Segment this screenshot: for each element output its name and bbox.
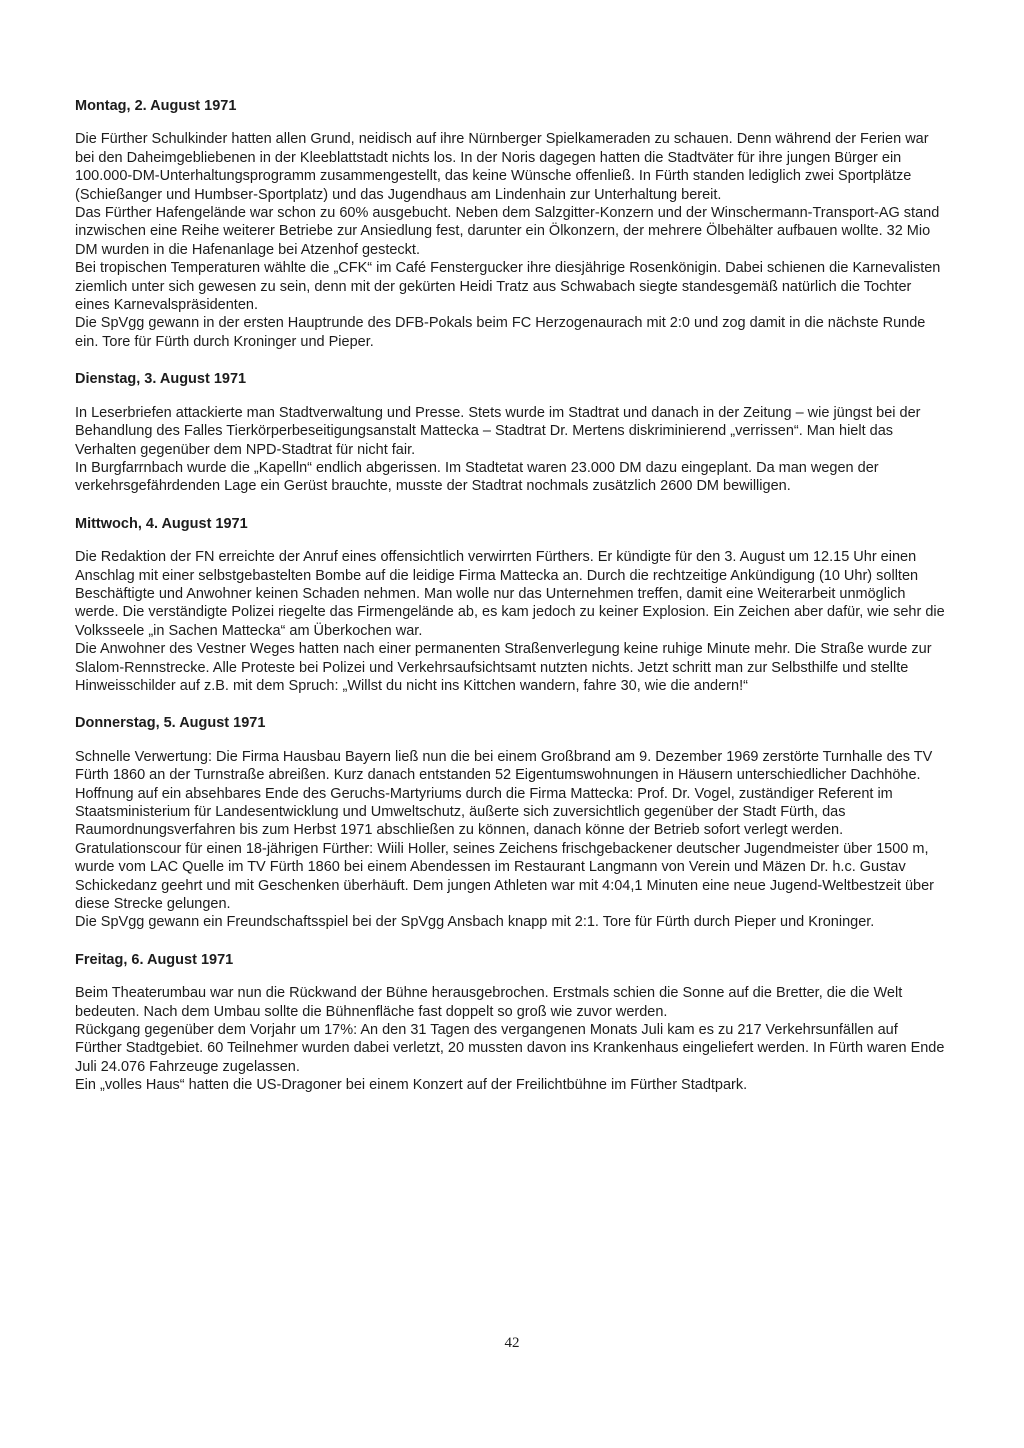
paragraph: Rückgang gegenüber dem Vorjahr um 17%: An den 31 Tagen des vergangenen Monats Juli kam es zu 217 Verkehrsunfällen auf Fürther Stadtgebiet. 60 Teilnehmer wurden dabei verletzt, 20 mussten davon ins Krankenhaus eingeliefert werden. In Fürth waren Ende Juli 24.076 Fahrzeuge zugelassen. [75,1022,945,1075]
day-heading: Mittwoch, 4. August 1971 [75,515,248,532]
paragraph: Das Fürther Hafengelände war schon zu 60% ausgebucht. Neben dem Salzgitter-Konzern und der Winschermann-Transport-AG stand inzwischen eine Reihe weiterer Betriebe zur Ansiedlung fest, darunter ein Ölkonzern, der mehrere Ölbehälter aufbauen wollte. 32 Mio DM wurden in die Hafenanlage bei Atzenhof gesteckt. [75,205,940,258]
day-heading: Freitag, 6. August 1971 [75,951,234,968]
paragraph: Bei tropischen Temperaturen wählte die „CFK“ im Café Fenstergucker ihre diesjährige Rosenkönigin. Dabei schienen die Karnevalisten ziemlich unter sich gewesen zu sein, denn mit der gekürten Heidi Tratz aus Schwabach siegte standesgemäß natürlich die Tochter eines Karnevalspräsidenten. [75,260,941,314]
paragraph: Die Anwohner des Vestner Weges hatten nach einer permanenten Straßenverlegung keine ruhige Minute mehr. Die Straße wurde zur Slalom-Rennstrecke. Alle Proteste bei Polizei und Verkehrsaufsichtsamt nutzten nichts. Jetzt schritt man zur Selbsthilfe und stellte Hinweisschilder auf z.B. mit dem Spruch: „Willst du nicht ins Kittchen wandern, fahre 30, wie die andern!“ [75,641,932,694]
paragraph: In Burgfarrnbach wurde die „Kapelln“ endlich abgerissen. Im Stadtetat waren 23.000 DM dazu eingeplant. Da man wegen der verkehrsgefährdenden Lage ein Gerüst brauchte, musste der Stadtrat nochmals zusätzlich 2600 DM bewilligen. [75,459,879,495]
day-heading: Donnerstag, 5. August 1971 [75,715,266,732]
paragraph: Ein „volles Haus“ hatten die US-Dragoner bei einem Konzert auf der Freilichtbühne im Fürther Stadtpark. [75,1077,748,1094]
page-number: 42 [504,1335,520,1351]
paragraph: Die SpVgg gewann ein Freundschaftsspiel bei der SpVgg Ansbach knapp mit 2:1. Tore für Fürth durch Pieper und Kroninger. [75,914,875,931]
paragraph: Schnelle Verwertung: Die Firma Hausbau Bayern ließ nun die bei einem Großbrand am 9. Dezember 1969 zerstörte Turnhalle des TV Fürth 1860 an der Turnstraße abreißen. Kurz danach entstanden 52 Eigentumswohnungen in Häusern unterschiedlicher Dachhöhe. [75,748,933,784]
paragraph: Gratulationscour für einen 18-jährigen Fürther: Wiili Holler, seines Zeichens frischgebackener deutscher Jugendmeister über 1500 m, wurde vom LAC Quelle im TV Fürth 1860 bei einem Abendessen im Restaurant Langmann von Verein und Mäzen Dr. h.c. Gustav Schickedanz geehrt und mit Geschenken überhäuft. Dem jungen Athleten war mit 4:04,1 Minuten eine neue Jugend-Weltbestzeit über diese Strecke gelungen. [75,840,934,913]
paragraph: Die Redaktion der FN erreichte der Anruf eines offensichtlich verwirrten Fürthers. Er kündigte für den 3. August um 12.15 Uhr einen Anschlag mit einer selbstgebastelten Bombe auf die leidige Firma Mattecka an. Durch die rechtzeitige Ankündigung (10 Uhr) sollten Beschäftigte und Anwohner keinen Schaden nehmen. Man wolle nur das Unternehmen treffen, damit eine Weiterarbeit unmöglich werde. Die verständigte Polizei riegelte das Firmengelände ab, es kam jedoch zu keiner Explosion. Ein Zeichen aber dafür, wie sehr die Volksseele „in Sachen Mattecka“ am Überkochen war. [75,549,945,639]
paragraph: In Leserbriefen attackierte man Stadtverwaltung und Presse. Stets wurde im Stadtrat und danach in der Zeitung – wie jüngst bei der Behandlung des Falles Tierkörperbeseitigungsanstalt Mattecka – Stadtrat Dr. Mertens diskriminierend „verrissen“. Man hielt das Verhalten gegenüber dem NPD-Stadtrat für nicht fair. [75,404,921,458]
paragraph: Hoffnung auf ein absehbares Ende des Geruchs-Martyriums durch die Firma Mattecka: Prof. Dr. Vogel, zuständiger Referent im Staatsministerium für Landesentwicklung und Umweltschutz, äußerte sich zuversichtlich gegenüber der Stadt Fürth, das Raumordnungsverfahren bis zum Herbst 1971 abschließen zu können, danach könne der Betrieb sofort verlegt werden. [75,785,893,839]
day-heading: Dienstag, 3. August 1971 [75,371,247,388]
paragraph: Die SpVgg gewann in der ersten Hauptrunde des DFB-Pokals beim FC Herzogenaurach mit 2:0 und zog damit in die nächste Runde ein. Tore für Fürth durch Kroninger und Pieper. [75,315,926,350]
document-body [75,97,947,1095]
paragraph: Beim Theaterumbau war nun die Rückwand der Bühne herausgebrochen. Erstmals schien die Sonne auf die Bretter, die die Welt bedeuten. Nach dem Umbau sollte die Bühnenfläche fast doppelt so groß wie zuvor werden. [75,985,903,1020]
day-heading: Montag, 2. August 1971 [75,98,237,114]
paragraph: Die Fürther Schulkinder hatten allen Grund, neidisch auf ihre Nürnberger Spielkameraden zu schauen. Denn während der Ferien war bei den Daheimgebliebenen in der Kleeblattstadt nichts los. In der Noris dagegen hatten die Stadtväter für ihre jungen Bürger ein 100.000-DM-Unterhaltungsprogramm zusammengestellt, das keine Wünsche offenließ. In Fürth standen lediglich zwei Sportplätze (Schießanger und Humbser-Sportplatz) und das Jugendhaus am Lindenhain zur Unterhaltung bereit. [75,131,929,203]
